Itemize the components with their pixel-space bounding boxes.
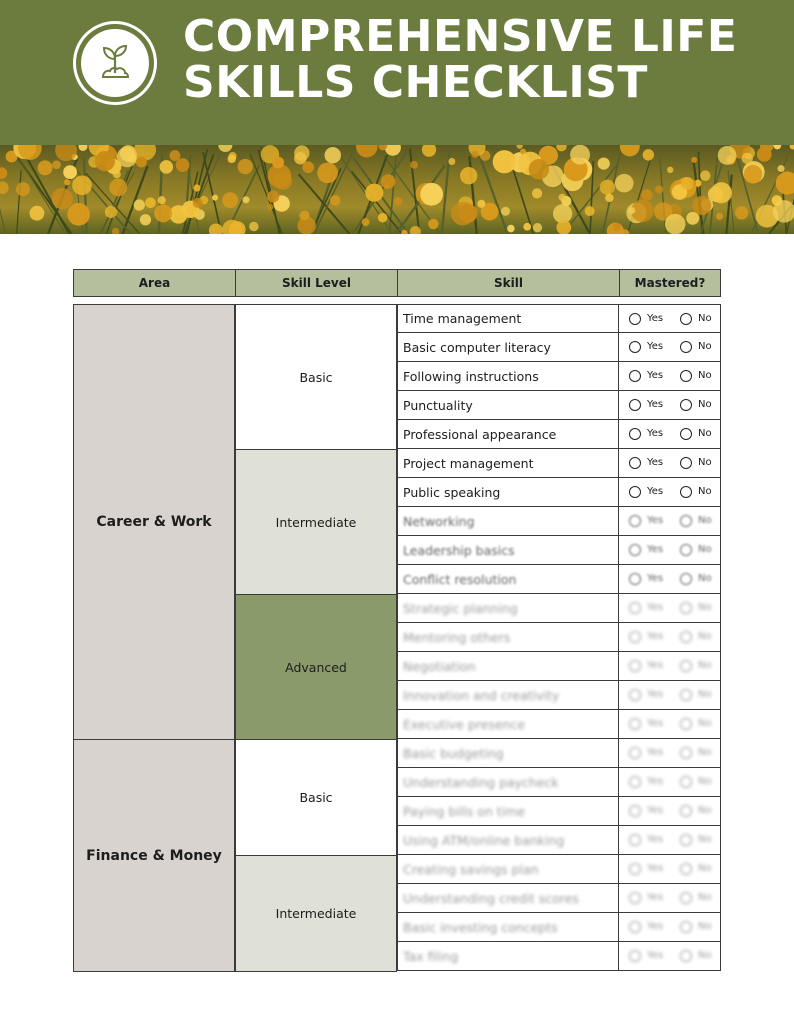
table-row bbox=[397, 449, 721, 478]
table-row bbox=[397, 884, 721, 913]
skill-label: Tax filing bbox=[403, 948, 459, 964]
title-line-2: SKILLS CHECKLIST bbox=[183, 57, 648, 108]
skill-label: Professional appearance bbox=[403, 426, 557, 442]
skill-label: Following instructions bbox=[403, 368, 539, 384]
no-label: No bbox=[698, 486, 712, 497]
mastered-cell bbox=[619, 623, 721, 652]
table-row bbox=[397, 826, 721, 855]
yes-label: Yes bbox=[647, 718, 664, 729]
skill-name bbox=[397, 855, 619, 884]
skill-label: Using ATM/online banking bbox=[403, 832, 565, 848]
yes-radio[interactable] bbox=[629, 515, 641, 527]
no-radio[interactable] bbox=[680, 457, 692, 469]
skill-label: Punctuality bbox=[403, 397, 473, 413]
yes-radio[interactable] bbox=[629, 718, 641, 730]
table-row bbox=[397, 478, 721, 507]
skill-label: Time management bbox=[403, 311, 522, 326]
yes-label: Yes bbox=[647, 834, 664, 845]
mastered-cell bbox=[619, 391, 721, 420]
mastered-cell bbox=[619, 652, 721, 681]
no-label: No bbox=[698, 313, 712, 324]
table-row bbox=[397, 391, 721, 420]
no-radio[interactable] bbox=[680, 776, 692, 788]
table-row bbox=[397, 565, 721, 594]
mastered-cell bbox=[619, 739, 721, 768]
no-radio[interactable] bbox=[680, 399, 692, 411]
yes-label: Yes bbox=[647, 950, 664, 961]
mastered-cell bbox=[619, 826, 721, 855]
no-label: No bbox=[698, 544, 712, 555]
table-row bbox=[397, 710, 721, 739]
skill-label: Negotiation bbox=[403, 658, 476, 674]
yes-radio[interactable] bbox=[629, 834, 641, 846]
yes-label: Yes bbox=[647, 602, 664, 613]
no-label: No bbox=[698, 718, 712, 729]
yes-label: Yes bbox=[647, 689, 664, 700]
skill-name bbox=[397, 652, 619, 681]
area-cell: Finance & Money bbox=[73, 739, 235, 972]
no-label: No bbox=[698, 776, 712, 787]
table-row bbox=[397, 681, 721, 710]
plant-sprout-icon bbox=[98, 43, 132, 83]
table-row bbox=[397, 652, 721, 681]
no-radio[interactable] bbox=[680, 573, 692, 585]
no-radio[interactable] bbox=[680, 370, 692, 382]
no-radio[interactable] bbox=[680, 718, 692, 730]
mastered-cell bbox=[619, 362, 721, 391]
no-label: No bbox=[698, 660, 712, 671]
no-label: No bbox=[698, 370, 712, 381]
yes-label: Yes bbox=[647, 428, 664, 439]
skill-name bbox=[397, 623, 619, 652]
yes-radio[interactable] bbox=[629, 457, 641, 469]
yes-label: Yes bbox=[647, 313, 664, 324]
area-cell: Career & Work bbox=[73, 304, 235, 740]
page-title bbox=[183, 11, 763, 108]
yes-radio[interactable] bbox=[629, 341, 641, 353]
no-label: No bbox=[698, 602, 712, 613]
yes-label: Yes bbox=[647, 341, 664, 352]
skill-name bbox=[397, 449, 619, 478]
no-label: No bbox=[698, 631, 712, 642]
no-radio[interactable] bbox=[680, 631, 692, 643]
title-line-1: COMPREHENSIVE LIFE bbox=[183, 11, 738, 62]
skill-label: Innovation and creativity bbox=[403, 687, 560, 703]
table-row bbox=[397, 855, 721, 884]
skill-label: Executive presence bbox=[403, 716, 526, 732]
yes-radio[interactable] bbox=[629, 921, 641, 933]
yes-radio[interactable] bbox=[629, 573, 641, 585]
table-row bbox=[397, 536, 721, 565]
no-radio[interactable] bbox=[680, 602, 692, 614]
no-radio[interactable] bbox=[680, 747, 692, 759]
mastered-cell bbox=[619, 855, 721, 884]
skill-label: Basic computer literacy bbox=[403, 339, 551, 355]
yes-label: Yes bbox=[647, 921, 664, 932]
skill-name bbox=[397, 565, 619, 594]
no-label: No bbox=[698, 805, 712, 816]
skill-label: Strategic planning bbox=[403, 600, 518, 616]
skill-name bbox=[397, 333, 619, 362]
yes-radio[interactable] bbox=[629, 689, 641, 701]
skill-name bbox=[397, 739, 619, 768]
table-row bbox=[397, 623, 721, 652]
table-row bbox=[397, 507, 721, 536]
mastered-cell bbox=[619, 913, 721, 942]
skill-name bbox=[397, 304, 619, 333]
yes-radio[interactable] bbox=[629, 313, 641, 325]
skill-label: Leadership basics bbox=[403, 542, 515, 558]
no-radio[interactable] bbox=[680, 834, 692, 846]
table-header-row bbox=[73, 269, 721, 297]
yes-label: Yes bbox=[647, 631, 664, 642]
yes-label: Yes bbox=[647, 399, 664, 410]
skill-label: Paying bills on time bbox=[403, 803, 525, 819]
no-radio[interactable] bbox=[680, 544, 692, 556]
yes-label: Yes bbox=[647, 747, 664, 758]
skill-name bbox=[397, 536, 619, 565]
mastered-cell bbox=[619, 768, 721, 797]
yes-label: Yes bbox=[647, 776, 664, 787]
no-label: No bbox=[698, 892, 712, 903]
skill-name bbox=[397, 797, 619, 826]
yes-radio[interactable] bbox=[629, 399, 641, 411]
yes-label: Yes bbox=[647, 660, 664, 671]
skill-level-cell: Basic bbox=[235, 739, 397, 856]
skill-name bbox=[397, 507, 619, 536]
yes-radio[interactable] bbox=[629, 660, 641, 672]
mastered-cell bbox=[619, 797, 721, 826]
table-row bbox=[397, 797, 721, 826]
skill-label: Mentoring others bbox=[403, 629, 511, 645]
no-label: No bbox=[698, 573, 712, 584]
no-label: No bbox=[698, 747, 712, 758]
no-radio[interactable] bbox=[680, 950, 692, 962]
table-row bbox=[397, 594, 721, 623]
no-radio[interactable] bbox=[680, 892, 692, 904]
mastered-cell bbox=[619, 594, 721, 623]
yes-radio[interactable] bbox=[629, 805, 641, 817]
mastered-cell bbox=[619, 884, 721, 913]
no-radio[interactable] bbox=[680, 805, 692, 817]
yes-label: Yes bbox=[647, 544, 664, 555]
skill-name bbox=[397, 710, 619, 739]
no-label: No bbox=[698, 921, 712, 932]
mastered-cell bbox=[619, 333, 721, 362]
skill-name bbox=[397, 391, 619, 420]
no-radio[interactable] bbox=[680, 515, 692, 527]
yes-radio[interactable] bbox=[629, 892, 641, 904]
mastered-cell bbox=[619, 420, 721, 449]
mastered-cell bbox=[619, 478, 721, 507]
no-label: No bbox=[698, 689, 712, 700]
table-row bbox=[397, 768, 721, 797]
no-label: No bbox=[698, 428, 712, 439]
mastered-cell bbox=[619, 681, 721, 710]
table-row bbox=[397, 913, 721, 942]
skill-label: Public speaking bbox=[403, 484, 501, 500]
skill-label: Networking bbox=[403, 513, 475, 529]
yes-radio[interactable] bbox=[629, 950, 641, 962]
no-label: No bbox=[698, 399, 712, 410]
yes-radio[interactable] bbox=[629, 631, 641, 643]
yes-radio[interactable] bbox=[629, 486, 641, 498]
yes-label: Yes bbox=[647, 573, 664, 584]
mastered-cell bbox=[619, 710, 721, 739]
flower-banner-image bbox=[0, 145, 794, 234]
yes-radio[interactable] bbox=[629, 428, 641, 440]
skill-level-cell: Intermediate bbox=[235, 855, 397, 972]
mastered-cell bbox=[619, 449, 721, 478]
yes-radio[interactable] bbox=[629, 602, 641, 614]
header-area: Area bbox=[73, 269, 236, 297]
yes-label: Yes bbox=[647, 805, 664, 816]
no-label: No bbox=[698, 863, 712, 874]
table-row bbox=[397, 942, 721, 971]
no-label: No bbox=[698, 950, 712, 961]
no-label: No bbox=[698, 515, 712, 526]
table-row bbox=[397, 739, 721, 768]
yes-radio[interactable] bbox=[629, 370, 641, 382]
header-bar bbox=[0, 0, 794, 145]
no-label: No bbox=[698, 341, 712, 352]
skill-label: Project management bbox=[403, 455, 534, 471]
no-radio[interactable] bbox=[680, 486, 692, 498]
table-row bbox=[397, 333, 721, 362]
mastered-cell bbox=[619, 507, 721, 536]
yes-radio[interactable] bbox=[629, 863, 641, 875]
yes-label: Yes bbox=[647, 515, 664, 526]
table-row bbox=[397, 420, 721, 449]
logo bbox=[73, 21, 157, 105]
skill-level-cell: Advanced bbox=[235, 594, 397, 740]
skill-name bbox=[397, 768, 619, 797]
yes-label: Yes bbox=[647, 892, 664, 903]
no-radio[interactable] bbox=[680, 341, 692, 353]
yes-label: Yes bbox=[647, 863, 664, 874]
skill-label: Understanding credit scores bbox=[403, 890, 579, 906]
yes-label: Yes bbox=[647, 486, 664, 497]
skill-level-cell: Basic bbox=[235, 304, 397, 450]
yes-radio[interactable] bbox=[629, 747, 641, 759]
skill-name bbox=[397, 942, 619, 971]
skill-name bbox=[397, 362, 619, 391]
yes-radio[interactable] bbox=[629, 776, 641, 788]
skill-name bbox=[397, 420, 619, 449]
skill-name bbox=[397, 913, 619, 942]
skill-name bbox=[397, 681, 619, 710]
table-row bbox=[397, 304, 721, 333]
skill-level-cell: Intermediate bbox=[235, 449, 397, 595]
skill-label: Basic investing concepts bbox=[403, 919, 558, 935]
mastered-cell bbox=[619, 536, 721, 565]
skill-name bbox=[397, 594, 619, 623]
header-mastered: Mastered? bbox=[619, 269, 721, 297]
no-radio[interactable] bbox=[680, 660, 692, 672]
table-row bbox=[397, 362, 721, 391]
no-label: No bbox=[698, 834, 712, 845]
skill-name bbox=[397, 478, 619, 507]
no-radio[interactable] bbox=[680, 863, 692, 875]
yes-label: Yes bbox=[647, 370, 664, 381]
no-label: No bbox=[698, 457, 712, 468]
yes-radio[interactable] bbox=[629, 544, 641, 556]
no-radio[interactable] bbox=[680, 428, 692, 440]
skill-label: Basic budgeting bbox=[403, 745, 504, 761]
mastered-cell bbox=[619, 565, 721, 594]
skill-name bbox=[397, 826, 619, 855]
skill-label: Creating savings plan bbox=[403, 861, 539, 877]
no-radio[interactable] bbox=[680, 921, 692, 933]
mastered-cell bbox=[619, 942, 721, 971]
skill-label: Understanding paycheck bbox=[403, 774, 559, 790]
no-radio[interactable] bbox=[680, 313, 692, 325]
header-skill: Skill bbox=[397, 269, 620, 297]
skill-label: Conflict resolution bbox=[403, 571, 517, 587]
skill-name bbox=[397, 884, 619, 913]
no-radio[interactable] bbox=[680, 689, 692, 701]
mastered-cell bbox=[619, 304, 721, 333]
header-skill-level: Skill Level bbox=[235, 269, 398, 297]
yes-label: Yes bbox=[647, 457, 664, 468]
